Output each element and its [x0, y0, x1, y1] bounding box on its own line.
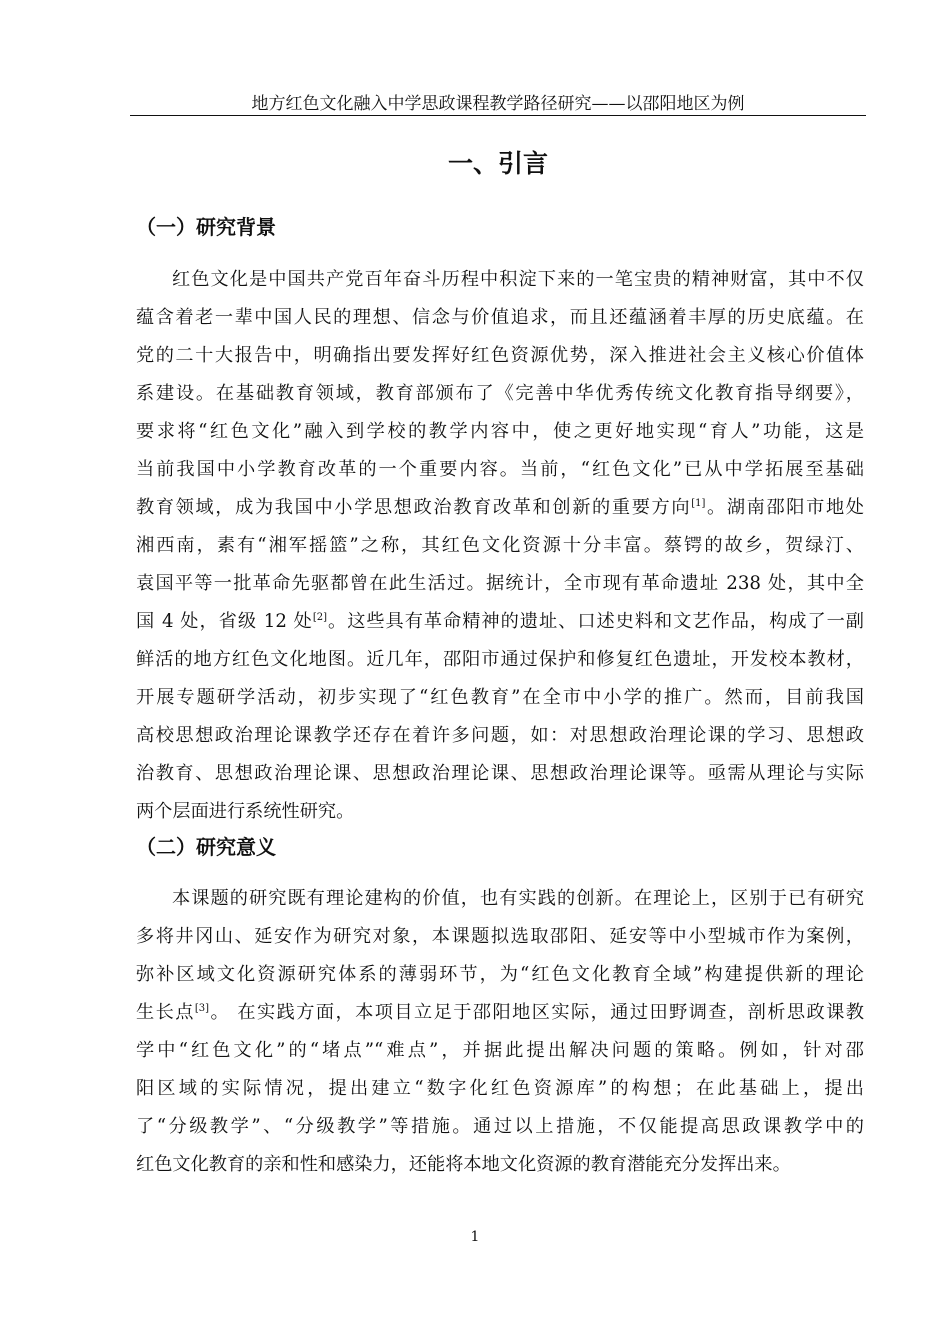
line-text: 。湖南邵阳市地处 [705, 497, 864, 518]
text-line [136, 755, 864, 793]
line-text: 了“分级教学”、“分级教学”等措施。通过以上措施，不仅能提高思政课教学中的 [136, 1116, 864, 1137]
header-rule [130, 115, 866, 116]
line-text: 。 在实践方面，本项目立足于邵阳地区实际，通过田野调查，剖析思政课教 [209, 1002, 864, 1023]
line-text: 系建设。在基础教育领域，教育部颁布了《完善中华优秀传统文化教育指导纲要》， [136, 383, 864, 404]
text-line [136, 603, 864, 641]
text-line [136, 337, 864, 375]
line-text: 湘西南，素有“湘军摇篮”之称，其红色文化资源十分丰富。蔡锷的故乡，贺绿汀、 [136, 535, 864, 556]
line-text: 国 4 处，省级 12 处 [136, 611, 313, 632]
text-line [136, 880, 864, 918]
text-line [136, 641, 864, 679]
text-line [136, 793, 864, 831]
line-text: 阳区域的实际情况，提出建立“数字化红色资源库”的构想；在此基础上，提出 [136, 1078, 864, 1099]
text-line [136, 717, 864, 755]
chapter-title: 一、引言 [447, 149, 548, 178]
line-text: 治教育、思想政治理论课、思想政治理论课、思想政治理论课等。亟需从理论与实际 [136, 763, 864, 784]
text-line [136, 1032, 864, 1070]
line-text: 多将井冈山、延安作为研究对象，本课题拟选取邵阳、延安等中小型城市作为案例， [136, 926, 864, 947]
paragraph-research-significance [136, 880, 864, 1184]
line-text: 高校思想政治理论课教学还存在着许多问题，如：对思想政治理论课的学习、思想政 [136, 725, 864, 746]
citation-marker: [1] [691, 497, 706, 509]
line-text: 本课题的研究既有理论建构的价值，也有实践的创新。在理论上，区别于已有研究 [172, 888, 864, 909]
line-text: 教育领域，成为我国中小学思想政治教育改革和创新的重要方向 [136, 497, 692, 518]
line-text: 生长点 [136, 1002, 195, 1023]
line-text: 弥补区域文化资源研究体系的薄弱环节，为“红色文化教育全域”构建提供新的理论 [136, 964, 864, 985]
line-text: 。这些具有革命精神的遗址、口述史料和文艺作品，构成了一副 [327, 611, 864, 632]
text-line [136, 565, 864, 603]
text-line [136, 489, 864, 527]
line-text: 开展专题研学活动，初步实现了“红色教育”在全市中小学的推广。然而，目前我国 [136, 687, 864, 708]
line-text: 党的二十大报告中，明确指出要发挥好红色资源优势，深入推进社会主义核心价值体 [136, 345, 864, 366]
section-title-background: （一）研究背景 [136, 215, 276, 239]
text-line [136, 1070, 864, 1108]
text-line [136, 261, 864, 299]
text-line [136, 413, 864, 451]
text-line [136, 299, 864, 337]
paragraph-research-background [136, 261, 864, 831]
citation-marker: [2] [312, 611, 328, 623]
running-header: 地方红色文化融入中学思政课程教学路径研究——以邵阳地区为例 [251, 94, 745, 114]
text-line [136, 918, 864, 956]
line-text: 要求将“红色文化”融入到学校的教学内容中，使之更好地实现“育人”功能，这是 [136, 421, 864, 442]
page-number: 1 [470, 1229, 480, 1245]
line-text: 两个层面进行系统性研究。 [136, 801, 355, 822]
section-title-significance: （二）研究意义 [136, 835, 276, 859]
line-text: 当前我国中小学教育改革的一个重要内容。当前，“红色文化”已从中学拓展至基础 [136, 459, 864, 480]
line-text: 红色文化教育的亲和性和感染力，还能将本地文化资源的教育潜能充分发挥出来。 [136, 1154, 791, 1175]
text-line [136, 375, 864, 413]
text-line [136, 994, 864, 1032]
text-line [136, 679, 864, 717]
text-line [136, 1108, 864, 1146]
line-text: 袁国平等一批革命先驱都曾在此生活过。据统计，全市现有革命遗址 238 处，其中全 [136, 573, 864, 594]
text-line [136, 527, 864, 565]
line-text: 鲜活的地方红色文化地图。近几年，邵阳市通过保护和修复红色遗址，开发校本教材， [136, 649, 864, 670]
line-text: 学中“红色文化”的“堵点”“难点”，并据此提出解决问题的策略。例如，针对邵 [136, 1040, 864, 1061]
text-line [136, 1146, 864, 1184]
text-line [136, 451, 864, 489]
line-text: 红色文化是中国共产党百年奋斗历程中积淀下来的一笔宝贵的精神财富，其中不仅 [172, 269, 864, 290]
text-line [136, 956, 864, 994]
line-text: 蕴含着老一辈中国人民的理想、信念与价值追求，而且还蕴涵着丰厚的历史底蕴。在 [136, 307, 864, 328]
citation-marker: [3] [194, 1002, 210, 1014]
